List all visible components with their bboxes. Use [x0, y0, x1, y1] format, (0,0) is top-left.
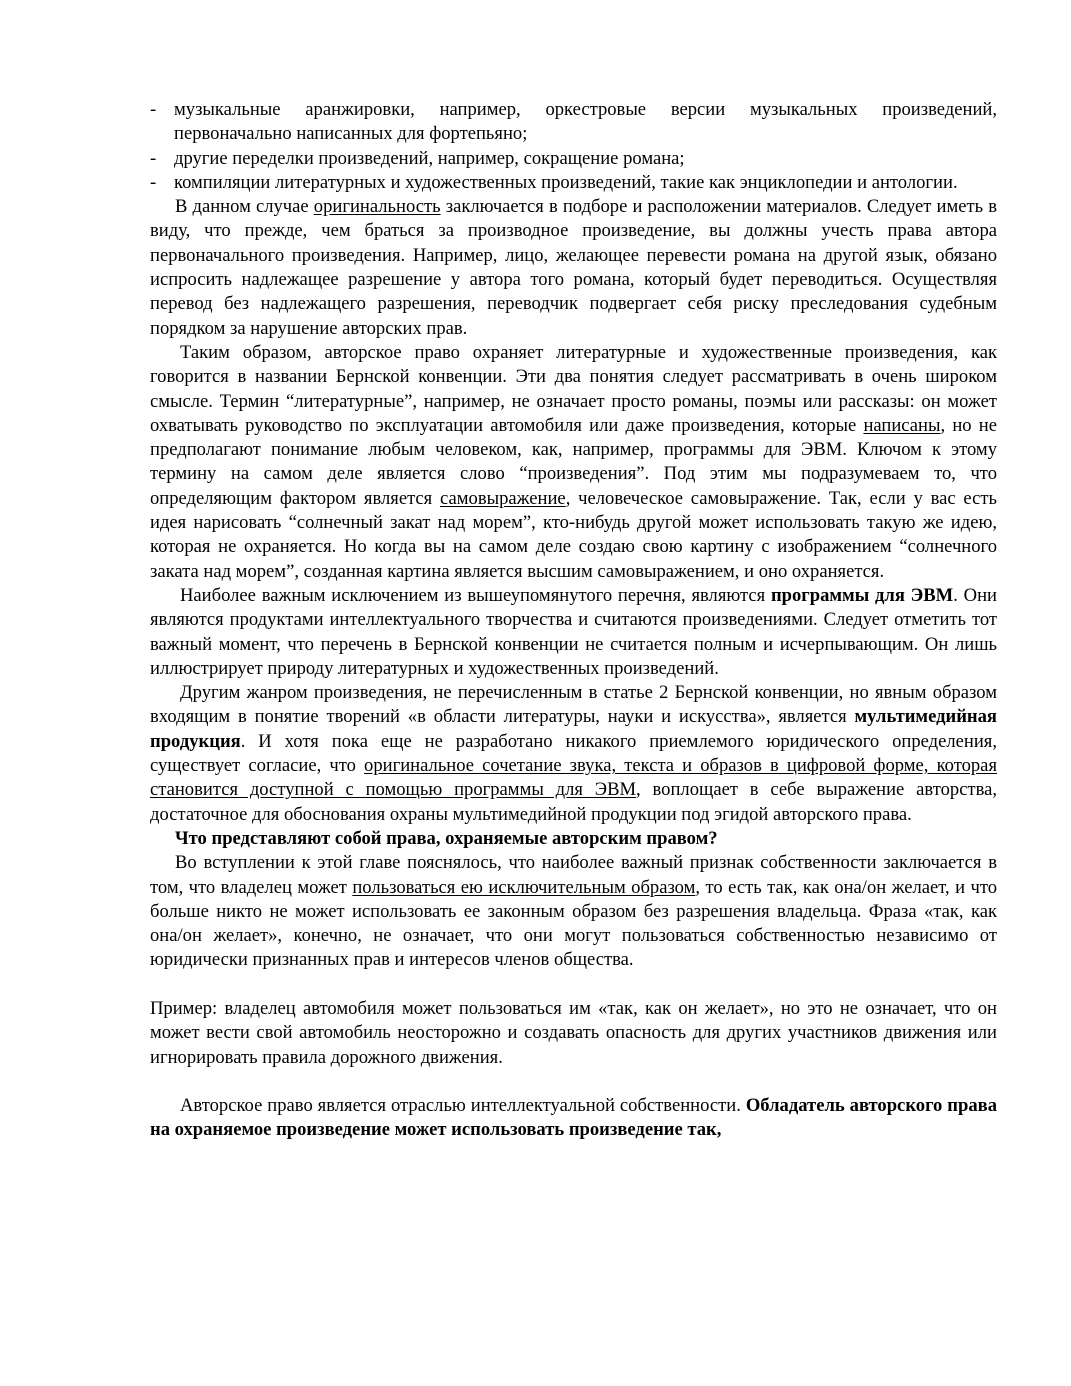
section-heading: Что представляют собой права, охраняемые авторским правом?	[175, 827, 718, 849]
list-dash: -	[150, 171, 157, 193]
paragraph-copyright-holder	[150, 1094, 997, 1143]
list-item-text: другие переделки произведений, например, сокращение романа;	[174, 147, 685, 169]
list-item	[150, 147, 997, 171]
blank-line	[150, 1070, 997, 1094]
list-item-text: компиляции литературных и художественных произведений, такие как энциклопедии и антологии.	[174, 171, 958, 193]
document-body	[150, 98, 997, 1143]
list-item-text: музыкальные аранжировки, например, оркестровые версии музыкальных произведений, первоначально написанных для фортепьяно;	[174, 99, 997, 145]
list-dash: -	[150, 147, 157, 169]
paragraph-originality	[150, 195, 997, 341]
underlined-term: оригинальное сочетание звука, текста и образов в цифровой форме, которая становится доступной с помощью программы для ЭВМ	[150, 755, 997, 801]
underlined-term: написаны	[863, 414, 941, 436]
text-run: . И хотя пока еще не разработано никакого приемлемого юридического определения, существует согласие, что	[150, 730, 997, 777]
text-run: Другим жанром произведения, не перечисленным в статье 2 Бернской конвенции, но явным образом входящим в понятие творений «в области литературы, науки и искусства», является	[150, 682, 997, 728]
text-run: , человеческое самовыражение. Так, если у вас есть идея нарисовать “солнечный закат над морем”, кто-нибудь другой может использовать такую же идею, которая не охраняется. Но когда вы на самом деле создаю свою картину с изображением “солнечного заката над морем”, созданная картина является высшим самовыражением, и оно охраняется.	[150, 487, 997, 582]
blank-line	[150, 973, 997, 997]
text-run: , воплощает в себе выражение авторства, достаточное для обоснования охраны мультимедийной продукции под эгидой авторского права.	[150, 779, 998, 825]
bold-term: Обладатель авторского права на охраняемое произведение может использовать произведение так,	[150, 1095, 997, 1141]
underlined-term: самовыражение	[440, 487, 566, 509]
text-run: заключается в подборе и расположении материалов. Следует иметь в виду, что прежде, чем браться за производное произведение, вы должны учесть права автора первоначального произведения. Например, лицо, желающее перевести романа на другой язык, обязано испросить надлежащее разрешение у автора того романа, который будет переводиться. Осуществляя перевод без надлежащего разрешения, переводчик подвергает себя риску преследования судебным порядком за нарушение авторских прав.	[150, 196, 998, 339]
text-run: Таким образом, авторское право охраняет литературные и художественные произведения, как говорится в названии Бернской конвенции. Эти два понятия следует рассматривать в очень широком смысле. Термин “литературные”, например, не означает просто романы, поэмы или рассказы: он может охватывать руководство по эксплуатации автомобиля или даже произведения, которые	[150, 341, 997, 436]
list-item	[150, 171, 997, 195]
text-run: Наиболее важным исключением из вышеупомянутого перечня, являются	[180, 584, 771, 606]
text-run: Авторское право является отраслью интеллектуальной собственности.	[180, 1095, 746, 1117]
text-run: В данном случае	[175, 196, 314, 218]
text-run: Во вступлении к этой главе пояснялось, что наиболее важный признак собственности заключается в том, что владелец может	[150, 852, 997, 898]
paragraph-example: Пример: владелец автомобиля может пользоваться им «так, как он желает», но это не означает, что он может вести свой автомобиль неосторожно и создавать опасность для других участников движения или игнорировать правила дорожного движения.	[150, 997, 997, 1068]
text-run: . Они являются продуктами интеллектуального творчества и считаются произведениями. Следует отметить тот важный момент, что перечень в Бернской конвенции не считается полным и исчерпывающим. Он лишь иллюстрирует природу литературных и художественных произведений.	[150, 584, 997, 679]
paragraph-multimedia	[150, 681, 997, 827]
underlined-term: оригинальность	[313, 196, 441, 218]
underlined-term: пользоваться ею исключительным образом	[352, 876, 696, 898]
paragraph-literary-works	[150, 341, 997, 584]
text-run: , но не предполагают понимание любым человеком, как, например, программы для ЭВМ. Ключом к этому термину на самом деле является слово “произведения”. Под этим мы подразумеваем то, что определяющим фактором является	[150, 414, 997, 509]
paragraph-exclusive-use	[150, 851, 997, 972]
list-dash: -	[150, 99, 157, 120]
text-run: , то есть так, как она/он желает, и что больше никто не может использовать ее законным образом без разрешения владельца. Фраза «так, как она/он желает», конечно, не означает, что они могут пользоваться собственностью независимо от юридически признанных прав и интересов членов общества.	[150, 876, 998, 971]
bold-term: мультимедийная продукция	[150, 706, 997, 752]
paragraph-computer-programs	[150, 584, 997, 681]
list-item	[150, 98, 997, 147]
bold-term: программы для ЭВМ	[770, 584, 954, 606]
